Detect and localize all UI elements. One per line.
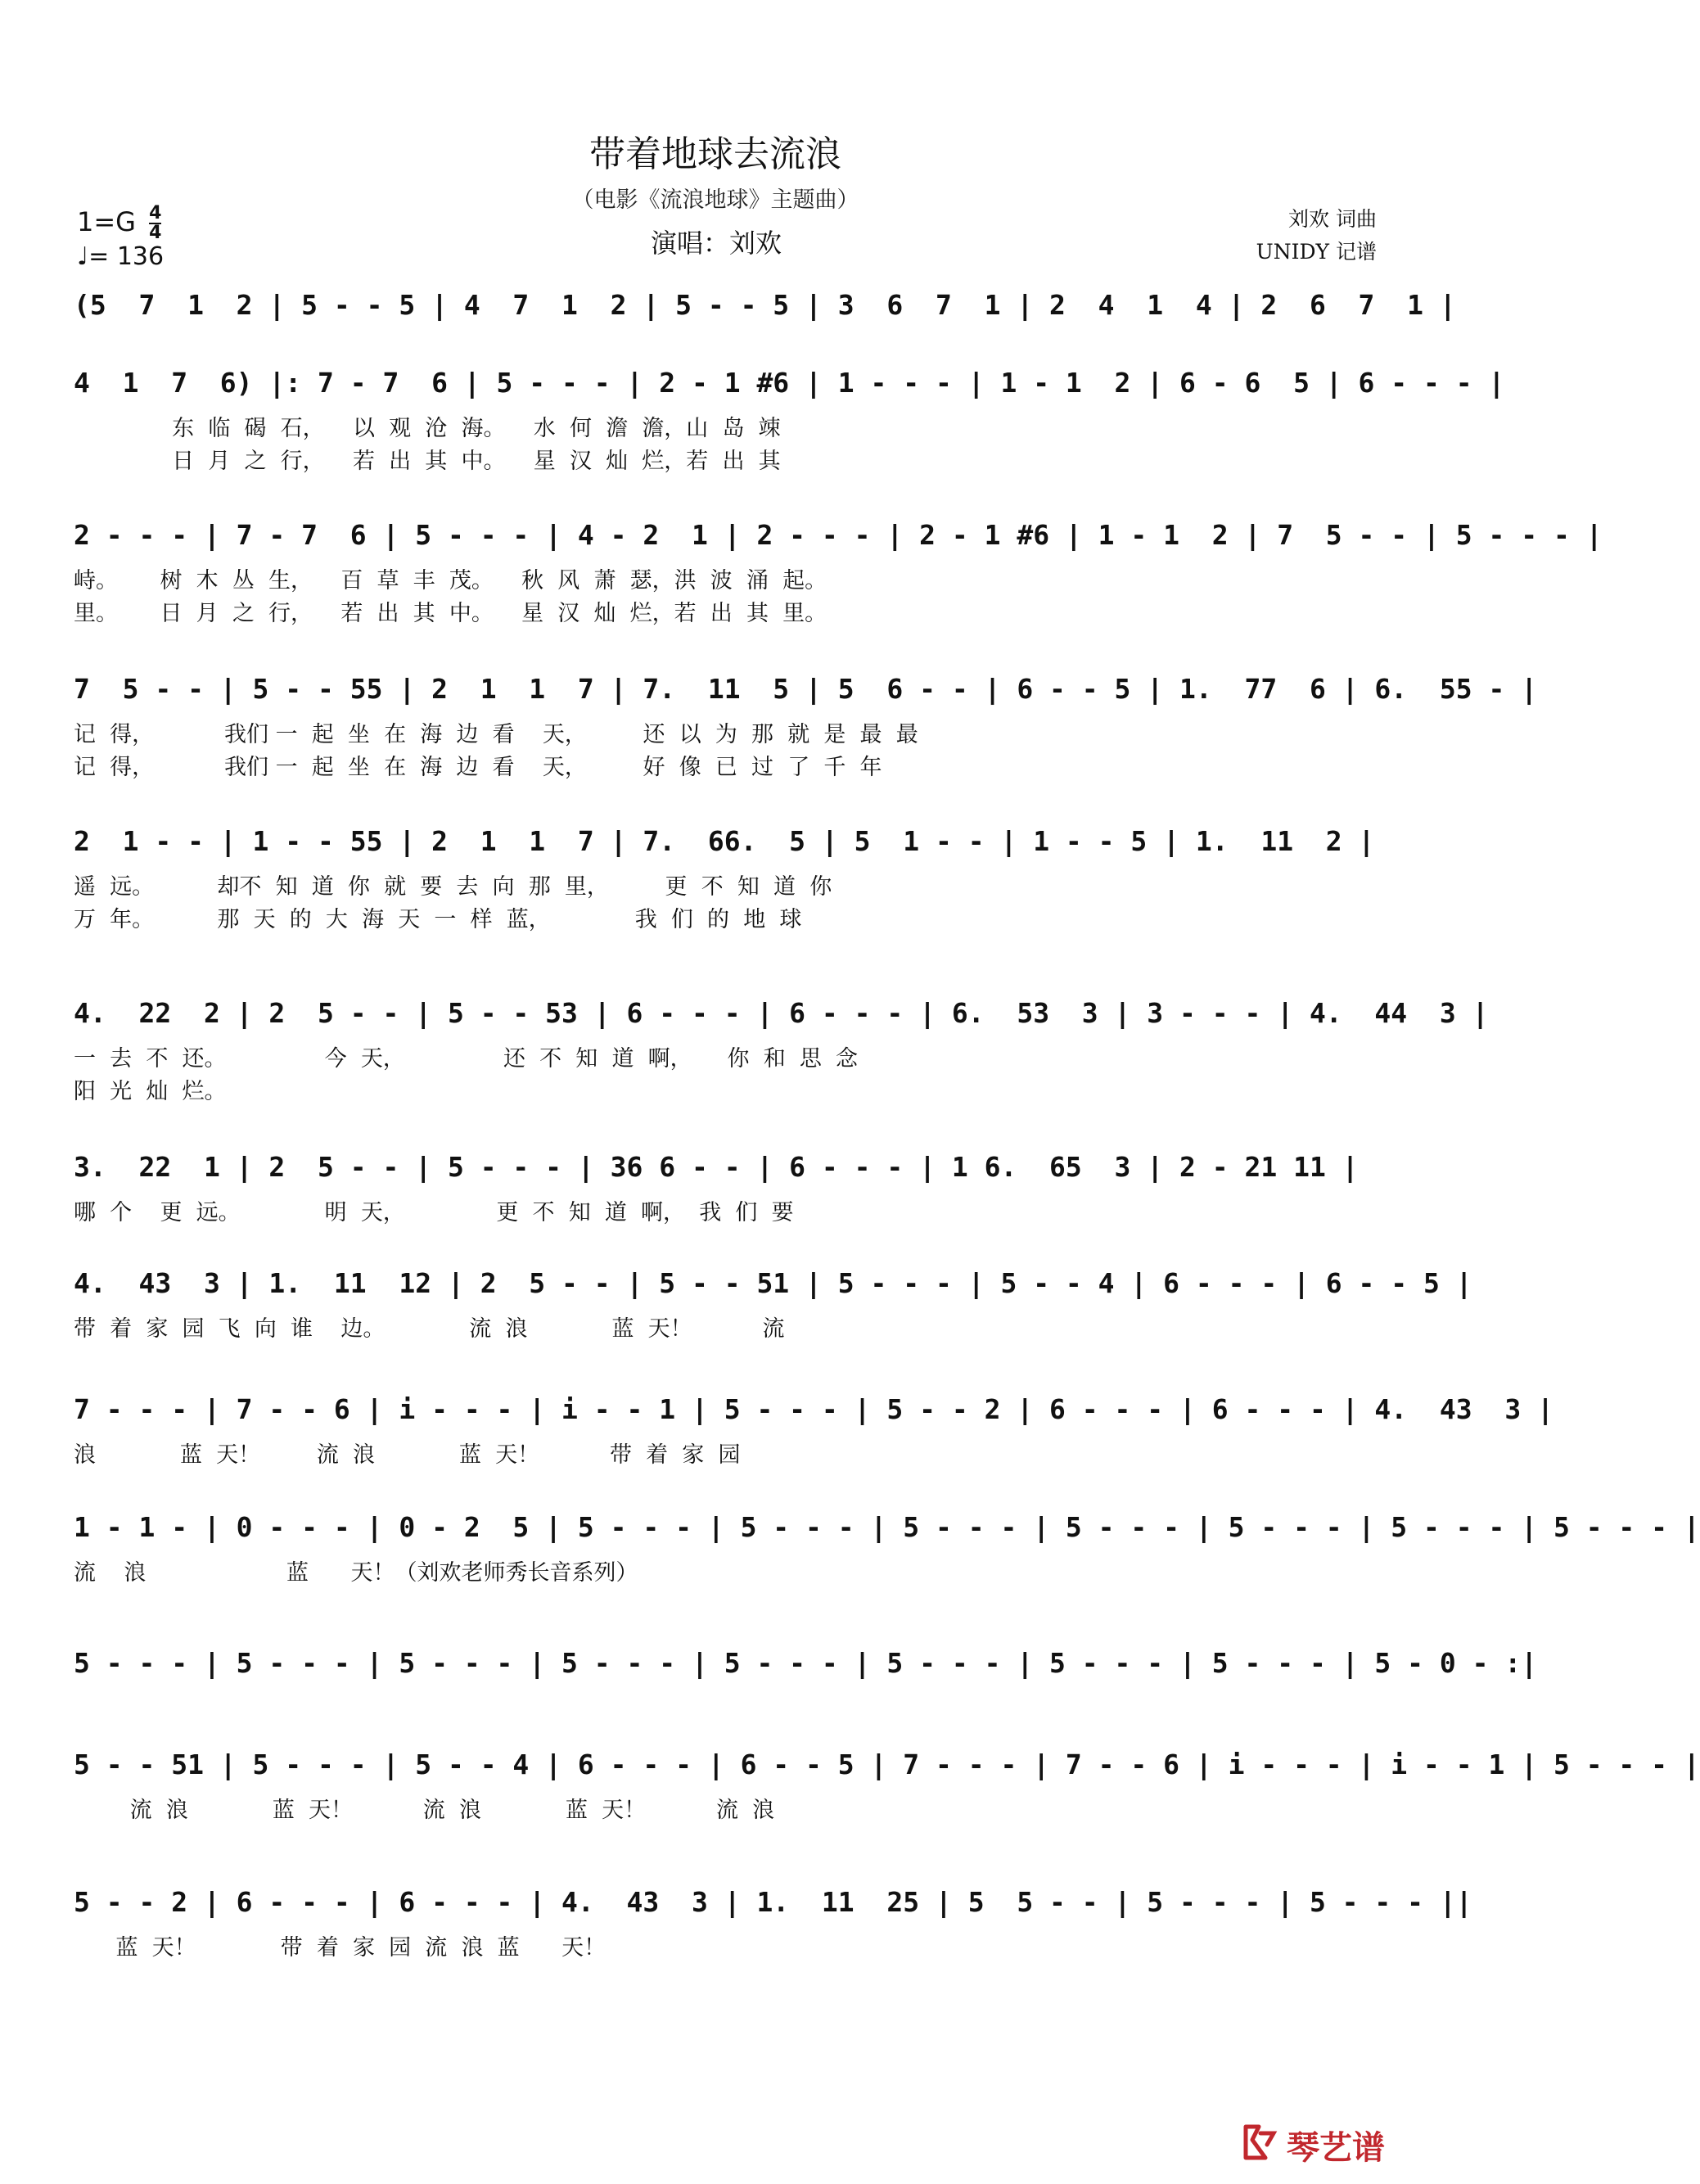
notation-line: 7 5 - - | 5 - - 55 | 2 1 1 7 | 7. 11 5 | 5 6 - - | 6 - - 5 | 1. 77 6 | 6. 55 - | xyxy=(74,673,1538,705)
lyric-verse-2: 阳 光 灿 烂。 xyxy=(74,1079,227,1104)
notation-line: 2 1 - - | 1 - - 55 | 2 1 1 7 | 7. 66. 5 | 5 1 - - | 1 - - 5 | 1. 11 2 | xyxy=(74,825,1375,857)
lyric-verse-2: 万 年。 那 天 的 大 海 天 一 样 蓝， 我 们 的 地 球 xyxy=(74,907,802,932)
lyric-verse-1: 峙。 树 木 丛 生， 百 草 丰 茂。 秋 风 萧 瑟，洪 波 涌 起。 xyxy=(74,568,827,593)
lyric-verse-2: 记 得， 我们 一 起 坐 在 海 边 看 天， 好 像 已 过 了 千 年 xyxy=(74,755,882,780)
key-label: 1=G xyxy=(77,206,136,237)
key-signature xyxy=(77,205,161,242)
notation-line: 3. 22 1 | 2 5 - - | 5 - - - | 36 6 - - | 6 - - - | 1 6. 65 3 | 2 - 21 11 | xyxy=(74,1151,1359,1183)
notation-line: 4. 22 2 | 2 5 - - | 5 - - 53 | 6 - - - | 6 - - - | 6. 53 3 | 3 - - - | 4. 44 3 | xyxy=(74,997,1489,1029)
notation-line: 5 - - 2 | 6 - - - | 6 - - - | 4. 43 3 | 1. 11 25 | 5 5 - - | 5 - - - | 5 - - - || xyxy=(74,1886,1472,1918)
tempo-marking: ♩= 136 xyxy=(77,242,165,271)
lyric-verse-1: 流 浪 蓝 天！（刘欢老师秀长音系列） xyxy=(74,1560,638,1586)
notation-line: 4. 43 3 | 1. 11 12 | 2 5 - - | 5 - - 51 | 5 - - - | 5 - - 4 | 6 - - - | 6 - - 5 | xyxy=(74,1267,1472,1299)
notation-line: 1 - 1 - | 0 - - - | 0 - 2 5 | 5 - - - | 5 - - - | 5 - - - | 5 - - - | 5 - - - | 5 - - - | 5 - - - | xyxy=(74,1511,1700,1543)
composer-credit: 刘欢 词曲 xyxy=(1288,207,1377,231)
lyric-verse-1: 东 临 碣 石， 以 观 沧 海。 水 何 澹 澹，山 岛 竦 xyxy=(74,416,781,441)
time-signature-bottom: 4 xyxy=(149,223,162,243)
time-signature-top: 4 xyxy=(149,203,162,223)
page-title: 带着地球去流浪 xyxy=(589,133,841,175)
notation-line: 4 1 7 6) |: 7 - 7 6 | 5 - - - | 2 - 1 #6 | 1 - - - | 1 - 1 2 | 6 - 6 5 | 6 - - - | xyxy=(74,367,1505,399)
page-subtitle: （电影《流浪地球》主题曲） xyxy=(571,187,859,213)
transcriber-credit: UNIDY 记谱 xyxy=(1256,240,1377,264)
lyric-verse-1: 蓝 天！ 带 着 家 园 流 浪 蓝 天！ xyxy=(74,1935,606,1961)
lyric-verse-2: 里。 日 月 之 行， 若 出 其 中。 星 汉 灿 烂，若 出 其 里。 xyxy=(74,601,827,626)
notation-line: 5 - - - | 5 - - - | 5 - - - | 5 - - - | 5 - - - | 5 - - - | 5 - - - | 5 - - - | 5 - 0 - :| xyxy=(74,1647,1538,1679)
lyric-verse-1: 流 浪 蓝 天！ 流 浪 蓝 天！ 流 浪 xyxy=(74,1798,775,1823)
lyric-verse-1: 带 着 家 园 飞 向 谁 边。 流 浪 蓝 天！ 流 xyxy=(74,1316,785,1342)
notation-line: 7 - - - | 7 - - 6 | i - - - | i - - 1 | 5 - - - | 5 - - 2 | 6 - - - | 6 - - - | 4. 43 3 | xyxy=(74,1393,1553,1425)
notation-line: 2 - - - | 7 - 7 6 | 5 - - - | 4 - 2 1 | 2 - - - | 2 - 1 #6 | 1 - 1 2 | 7 5 - - | 5 - - - | xyxy=(74,519,1603,551)
notation-line: 5 - - 51 | 5 - - - | 5 - - 4 | 6 - - - | 6 - - 5 | 7 - - - | 7 - - 6 | i - - - | i - - 1 | 5 - - - | xyxy=(74,1749,1700,1780)
notation-line: (5 7 1 2 | 5 - - 5 | 4 7 1 2 | 5 - - 5 | 3 6 7 1 | 2 4 1 4 | 2 6 7 1 | xyxy=(74,289,1456,321)
qinyipu-logo xyxy=(1241,2117,1413,2166)
singer-credit: 演唱：刘欢 xyxy=(651,228,782,259)
lyric-verse-1: 记 得， 我们 一 起 坐 在 海 边 看 天， 还 以 为 那 就 是 最 最 xyxy=(74,722,918,747)
lyric-verse-1: 浪 蓝 天！ 流 浪 蓝 天！ 带 着 家 园 xyxy=(74,1442,741,1468)
lyric-verse-1: 哪 个 更 远。 明 天， 更 不 知 道 啊， 我 们 要 xyxy=(74,1200,794,1225)
lyric-verse-1: 一 去 不 还。 今 天， 还 不 知 道 啊， 你 和 思 念 xyxy=(74,1046,859,1072)
credits xyxy=(1256,203,1377,268)
lyric-verse-1: 遥 远。 却不 知 道 你 就 要 去 向 那 里， 更 不 知 道 你 xyxy=(74,874,832,900)
logo-text: 琴艺谱 xyxy=(1287,2129,1385,2167)
lyric-verse-2: 日 月 之 行， 若 出 其 中。 星 汉 灿 烂，若 出 其 xyxy=(74,449,781,474)
time-signature xyxy=(149,205,161,242)
